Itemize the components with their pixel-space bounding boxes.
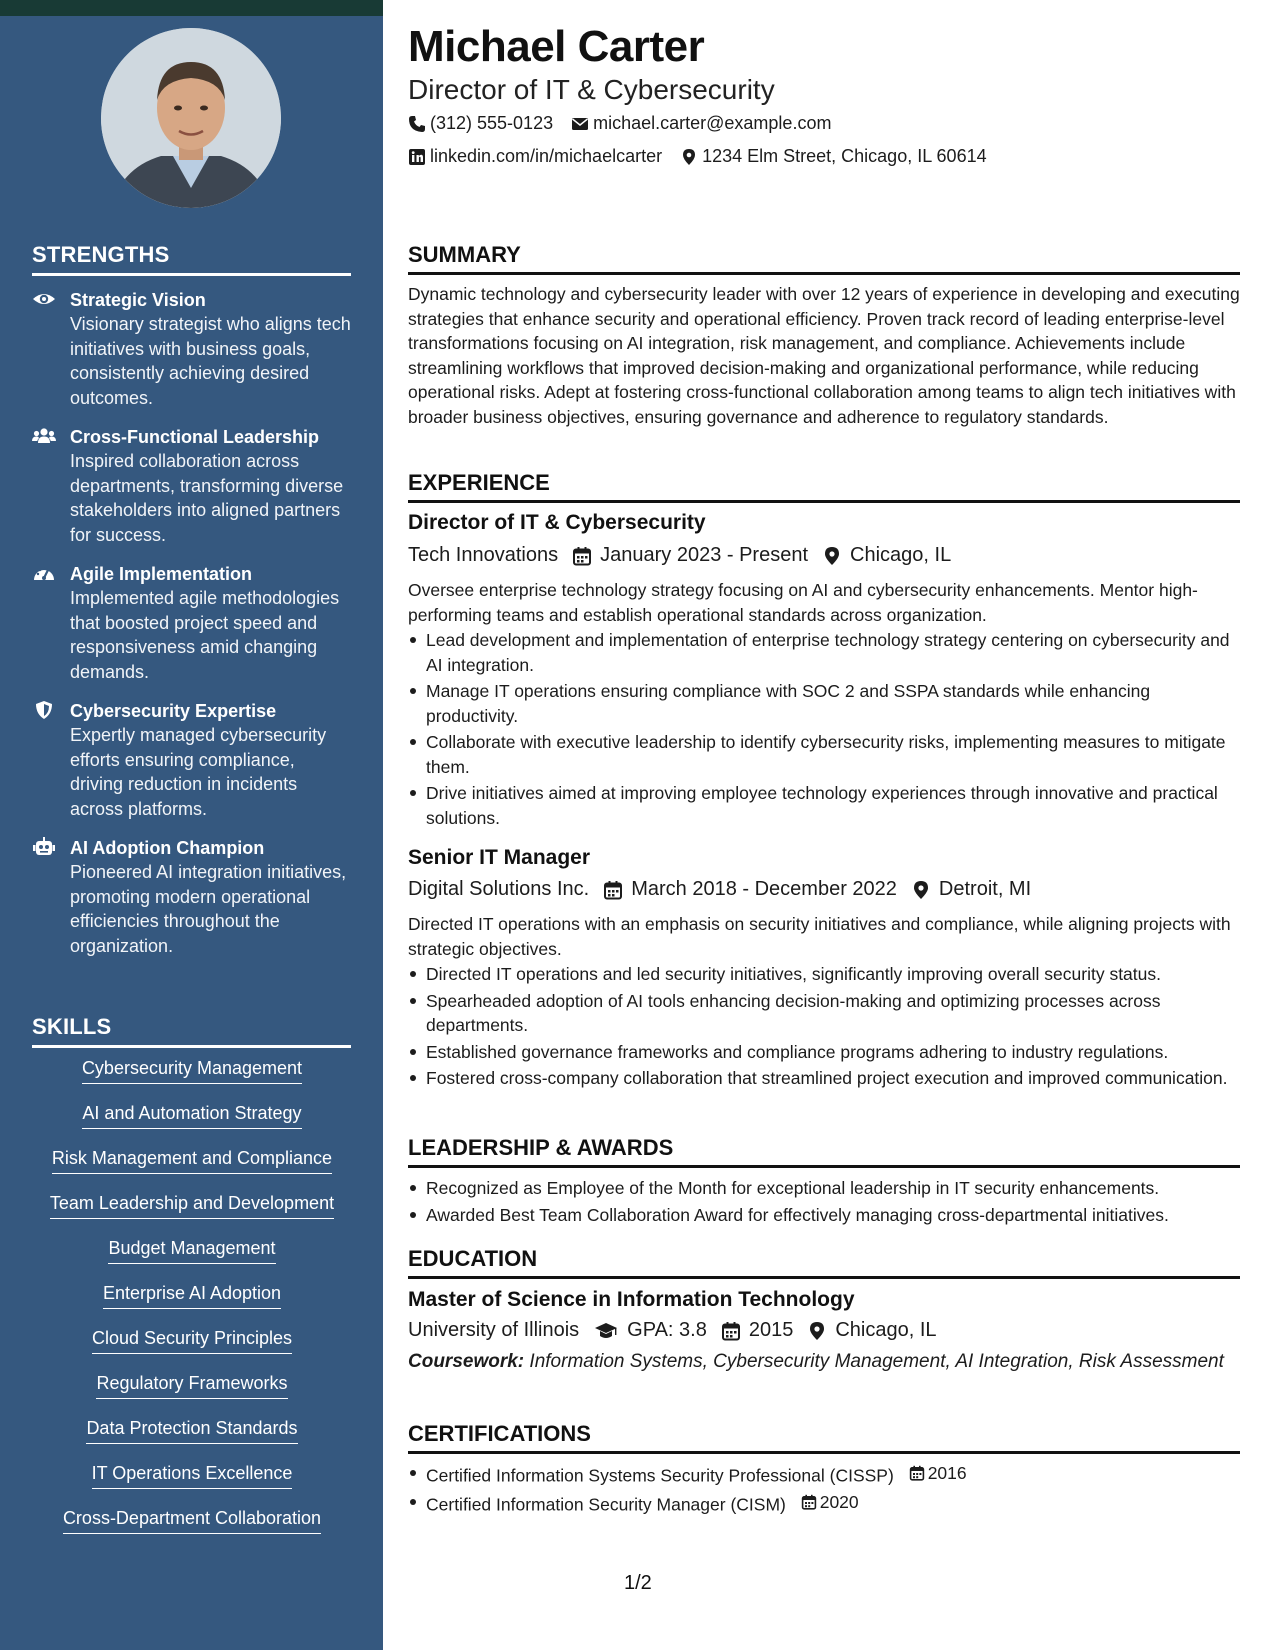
education-year xyxy=(721,1319,794,1342)
skill-item: Team Leadership and Development xyxy=(50,1191,334,1219)
candidate-name: Michael Carter xyxy=(408,22,705,71)
job-bullet: Manage IT operations ensuring compliance with SOC 2 and SSPA standards while enhancing productivity. xyxy=(408,679,1240,728)
job-dates xyxy=(572,544,808,567)
certification-name: Certified Information Security Manager (CISM) xyxy=(426,1494,786,1514)
certifications-heading: CERTIFICATIONS xyxy=(408,1421,1240,1454)
gpa-text: GPA: 3.8 xyxy=(627,1319,707,1341)
job-meta xyxy=(408,878,1045,901)
strength-item xyxy=(32,699,352,821)
phone-text: (312) 555-0123 xyxy=(430,113,554,133)
eye-icon xyxy=(32,289,56,309)
contact-line xyxy=(408,113,849,134)
coursework-text: Information Systems, Cybersecurity Management, AI Integration, Risk Assessment xyxy=(529,1351,1224,1372)
certification-year xyxy=(909,1461,967,1486)
strengths-list xyxy=(32,288,352,973)
job-location-text: Chicago, IL xyxy=(850,544,952,566)
linkedin-icon xyxy=(408,148,426,166)
strength-title: Cross-Functional Leadership xyxy=(70,427,320,447)
linkedin-text: linkedin.com/in/michaelcarter xyxy=(430,146,663,166)
skill-item: IT Operations Excellence xyxy=(92,1461,293,1489)
coursework xyxy=(408,1350,1240,1374)
job-bullet: Spearheaded adoption of AI tools enhancing decision-making and optimizing processes across departments. xyxy=(408,989,1240,1038)
strength-title: Cybersecurity Expertise xyxy=(70,701,277,721)
sidebar xyxy=(0,0,383,1650)
certification-year-text: 2016 xyxy=(927,1463,967,1483)
graduation-cap-icon xyxy=(593,1321,619,1341)
job-dates-text: January 2023 - Present xyxy=(600,544,809,566)
skill-item: Cybersecurity Management xyxy=(82,1056,302,1084)
sidebar-top-band xyxy=(0,0,383,16)
education-heading: EDUCATION xyxy=(408,1246,1240,1279)
skill-item: Budget Management xyxy=(108,1236,275,1264)
degree-title: Master of Science in Information Technology xyxy=(408,1288,855,1311)
job-bullets xyxy=(408,628,1240,832)
skill-item: Cloud Security Principles xyxy=(92,1326,292,1354)
certification-year-text: 2020 xyxy=(819,1491,859,1512)
envelope-icon xyxy=(571,115,589,133)
map-pin-icon xyxy=(680,148,698,166)
map-pin-icon xyxy=(911,880,931,900)
job-location xyxy=(911,878,1031,901)
calendar-icon xyxy=(572,546,592,566)
certification-item xyxy=(408,1461,1240,1488)
coursework-label: Coursework: xyxy=(408,1351,525,1372)
education-location-text: Chicago, IL xyxy=(835,1319,937,1341)
leadership-heading: LEADERSHIP & AWARDS xyxy=(408,1135,1240,1168)
address-text: 1234 Elm Street, Chicago, IL 60614 xyxy=(702,146,987,166)
map-pin-icon xyxy=(807,1321,827,1341)
education-meta xyxy=(408,1319,951,1342)
job-location xyxy=(822,544,951,567)
summary-text: Dynamic technology and cybersecurity leader with over 12 years of experience in developing and executing strategies that enhance security and operational efficiency. Proven track record of leading enterprise-level transformations focusing on AI integration, risk management, and compliance. Achievements include streamlining workflows that improved decision-making and organizational performance, while reducing operational risks. Adept at fostering cross-functional collaboration among teams to align tech initiatives with broader business objectives, ensuring governance and adherence to regulatory standards. xyxy=(408,284,1240,427)
job-summary: Oversee enterprise technology strategy focusing on AI and cybersecurity enhancements. Mentor high-performing teams and establish operational standards across organization. xyxy=(408,580,1198,625)
skill-item: Enterprise AI Adoption xyxy=(103,1281,281,1309)
calendar-icon xyxy=(909,1465,925,1481)
strength-description: Pioneered AI integration initiatives, promoting modern operational efficiencies throughout the organization. xyxy=(70,862,347,956)
address-contact xyxy=(680,146,987,167)
robot-icon xyxy=(32,837,56,857)
job-company: Digital Solutions Inc. xyxy=(408,878,590,900)
job-company: Tech Innovations xyxy=(408,544,559,566)
email-contact[interactable] xyxy=(571,113,831,134)
strength-item xyxy=(32,836,352,958)
linkedin-contact[interactable] xyxy=(408,146,662,167)
job-bullet: Directed IT operations and led security initiatives, significantly improving overall security status. xyxy=(408,962,1240,987)
job-bullet: Collaborate with executive leadership to identify cybersecurity risks, implementing measures to mitigate them. xyxy=(408,730,1240,779)
strength-description: Implemented agile methodologies that boosted project speed and responsiveness amid changing demands. xyxy=(70,588,340,682)
job-meta xyxy=(408,544,965,567)
strength-description: Expertly managed cybersecurity efforts ensuring compliance, driving reduction in incidents across platforms. xyxy=(70,725,327,819)
certification-year xyxy=(801,1490,859,1515)
job-bullets xyxy=(408,962,1240,1093)
gauge-icon xyxy=(32,563,56,583)
leadership-item: Awarded Best Team Collaboration Award for effectively managing cross-departmental initiatives. xyxy=(408,1203,1240,1228)
job-bullet: Lead development and implementation of enterprise technology strategy centering on cybersecurity and AI integration. xyxy=(408,628,1240,677)
contact-line xyxy=(408,146,1005,167)
strength-item xyxy=(32,288,352,410)
education-location xyxy=(807,1319,936,1342)
job-location-text: Detroit, MI xyxy=(938,878,1032,900)
page-number: 1/2 xyxy=(624,1572,652,1594)
strengths-heading: STRENGTHS xyxy=(32,242,351,276)
certification-name: Certified Information Systems Security Professional (CISSP) xyxy=(426,1465,894,1486)
job-dates-text: March 2018 - December 2022 xyxy=(631,878,897,900)
shield-icon xyxy=(32,700,56,720)
skill-item: Regulatory Frameworks xyxy=(96,1371,287,1399)
strength-title: Agile Implementation xyxy=(70,564,253,584)
profile-photo xyxy=(101,28,281,208)
education-gpa xyxy=(593,1319,707,1342)
calendar-icon xyxy=(603,880,623,900)
skills-list xyxy=(32,1056,352,1551)
strength-description: Inspired collaboration across departments, transforming diverse stakeholders into aligned partners for success. xyxy=(70,451,344,545)
calendar-icon xyxy=(721,1321,741,1341)
email-text: michael.carter@example.com xyxy=(593,113,832,133)
school-name: University of Illinois xyxy=(408,1319,580,1341)
strength-description: Visionary strategist who aligns tech initiatives with business goals, consistently achieving desired outcomes. xyxy=(70,314,351,408)
phone-contact[interactable] xyxy=(408,113,553,134)
leadership-item: Recognized as Employee of the Month for exceptional leadership in IT security enhancements. xyxy=(408,1176,1240,1201)
phone-icon xyxy=(408,115,426,133)
skill-item: Data Protection Standards xyxy=(86,1416,297,1444)
users-icon xyxy=(32,426,56,446)
job-dates xyxy=(603,878,897,901)
strength-item xyxy=(32,425,352,547)
certification-item xyxy=(408,1490,1240,1517)
skill-item: Cross-Department Collaboration xyxy=(63,1506,321,1534)
job-summary: Directed IT operations with an emphasis on security initiatives and compliance, while aligning projects with strategic objectives. xyxy=(408,914,1231,959)
skills-heading: SKILLS xyxy=(32,1014,351,1048)
job-bullet: Established governance frameworks and compliance programs adhering to industry regulations. xyxy=(408,1040,1240,1065)
candidate-title: Director of IT & Cybersecurity xyxy=(408,74,775,105)
strength-title: AI Adoption Champion xyxy=(70,838,265,858)
experience-heading: EXPERIENCE xyxy=(408,470,1240,503)
year-text: 2015 xyxy=(748,1319,794,1341)
job-title: Senior IT Manager xyxy=(408,846,591,869)
calendar-icon xyxy=(801,1494,817,1510)
job-title: Director of IT & Cybersecurity xyxy=(408,511,706,534)
certifications-list xyxy=(408,1461,1240,1519)
job-bullet: Fostered cross-company collaboration that streamlined project execution and improved communication. xyxy=(408,1066,1240,1091)
strength-item xyxy=(32,562,352,684)
summary-heading: SUMMARY xyxy=(408,242,1240,275)
skill-item: Risk Management and Compliance xyxy=(52,1146,332,1174)
avatar xyxy=(101,28,281,208)
map-pin-icon xyxy=(822,546,842,566)
job-bullet: Drive initiatives aimed at improving employee technology experiences through innovative and practical solutions. xyxy=(408,781,1240,830)
skill-item: AI and Automation Strategy xyxy=(82,1101,301,1129)
leadership-list xyxy=(408,1176,1240,1229)
strength-title: Strategic Vision xyxy=(70,290,206,310)
